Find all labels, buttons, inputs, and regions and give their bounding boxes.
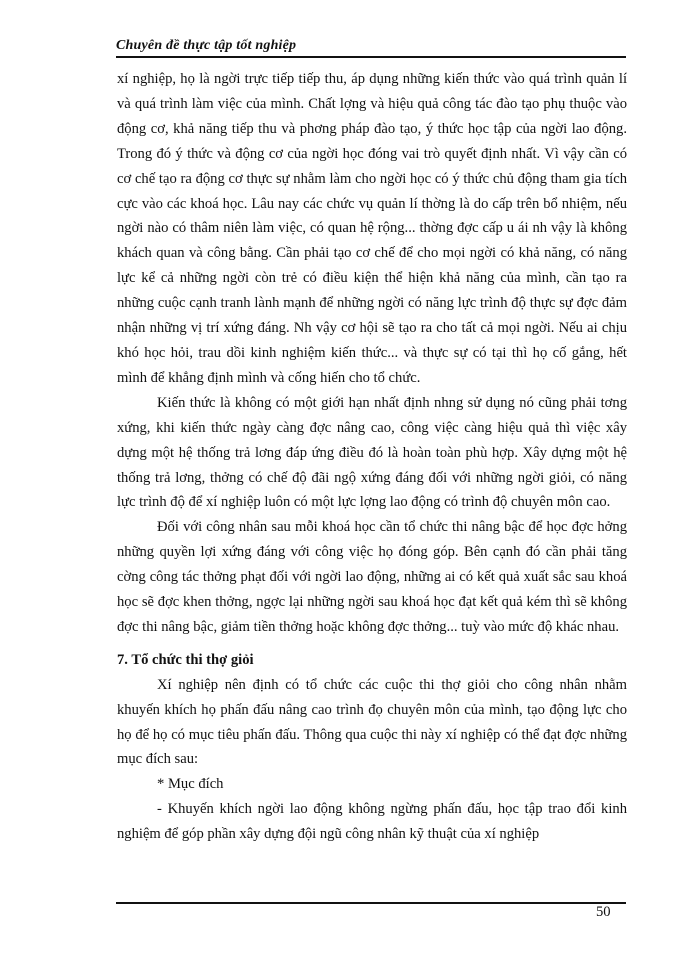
document-body [117,67,627,847]
paragraph-2: Kiến thức là không có một giới hạn nhất định nhng sử dụng nó cũng phải tơng xứng, khi kiến thức ngày càng đợc nâng cao, công việc càng hiệu quả thì việc xây dựng một hệ thống trả lơng đáp ứng điều đó là hoàn toàn phù hợp. Xây dựng một hệ thống trả lơng, thởng có chế độ đãi ngộ xứng đáng đối với những ngời giỏi, có năng lực trình độ để xí nghiệp luôn có một lực lợng lao động có trình độ chuyên môn cao. [117,394,627,511]
paragraph-3: Đối với công nhân sau mỗi khoá học cần tổ chức thi nâng bậc để học đợc hởng những quyền lợi xứng đáng với công việc họ đóng góp. Bên cạnh đó cần phải tăng cờng công tác thởng phạt đối với ngời lao động, những ai có kết quả xuất sắc sau khoá học sẽ đợc khen thởng, ngợc lại những ngời sau khoá học đạt kết quả kém thì sẽ không đợc thi nâng bậc, giảm tiền thởng hoặc không đợc thởng... tuỳ vào mức độ khác nhau. [117,519,627,635]
page-number: 50 [596,904,611,920]
section-heading: 7. Tổ chức thi thợ giỏi [117,651,254,668]
paragraph-4: Xí nghiệp nên định có tổ chức các cuộc thi thợ giỏi cho công nhân nhằm khuyến khích họ phấn đấu nâng cao trình đọ chuyên môn của mình, tạo động lực cho họ để họ có mục tiêu phấn đấu. Thông qua cuộc thi này xí nghiệp có thể đạt đợc những mục đích sau: [117,676,627,768]
header-divider [116,56,626,58]
paragraph-1: xí nghiệp, họ là ngời trực tiếp tiếp thu, áp dụng những kiến thức vào quá trình quản lí và quá trình làm việc của mình. Chất lợng và hiệu quả công tác đào tạo phụ thuộc vào động cơ, khả năng tiếp thu và phơng pháp đào tạo, ý thức học tập của ngời lao động. Trong đó ý thức và động cơ của ngời học đóng vai trò quyết định nhất. Vì vậy cần có cơ chế tạo ra động cơ thực sự nhằm làm cho ngời học có ý thức chủ động tham gia tích cực vào các khoá học. Lâu nay các chức vụ quản lí thờng là do cấp trên bổ nhiệm, nếu ngời nào có thâm niên làm việc, có quan hệ rộng... thờng đợc cấp u ái nh vậy là không khách quan và công bằng. Cần phải tạo cơ chế để cho mọi ngời có khả năng, có năng lực kể cả những ngời còn trẻ có điều kiện thể hiện khả năng của mình, cần tạo ra những cuộc cạnh tranh lành mạnh để những ngời có năng lực trình độ thực sự đợc đảm nhận những vị trí xứng đáng. Nh vậy cơ hội sẽ tạo ra cho tất cả mọi ngời. Nếu ai chịu khó học hỏi, trau dồi kinh nghiệm kiến thức... và thực sự có tại thì họ cố gắng, hết mình để khẳng định mình và cống hiến cho tổ chức. [117,71,627,386]
paragraph-5: - Khuyến khích ngời lao động không ngừng phấn đấu, học tập trao đổi kinh nghiệm để góp phần xây dựng đội ngũ công nhân kỹ thuật của xí nghiệp [117,801,627,843]
page-header-title: Chuyên đề thực tập tốt nghiệp [116,38,297,53]
footer-divider [116,902,626,904]
purpose-label: * Mục đích [157,776,224,793]
